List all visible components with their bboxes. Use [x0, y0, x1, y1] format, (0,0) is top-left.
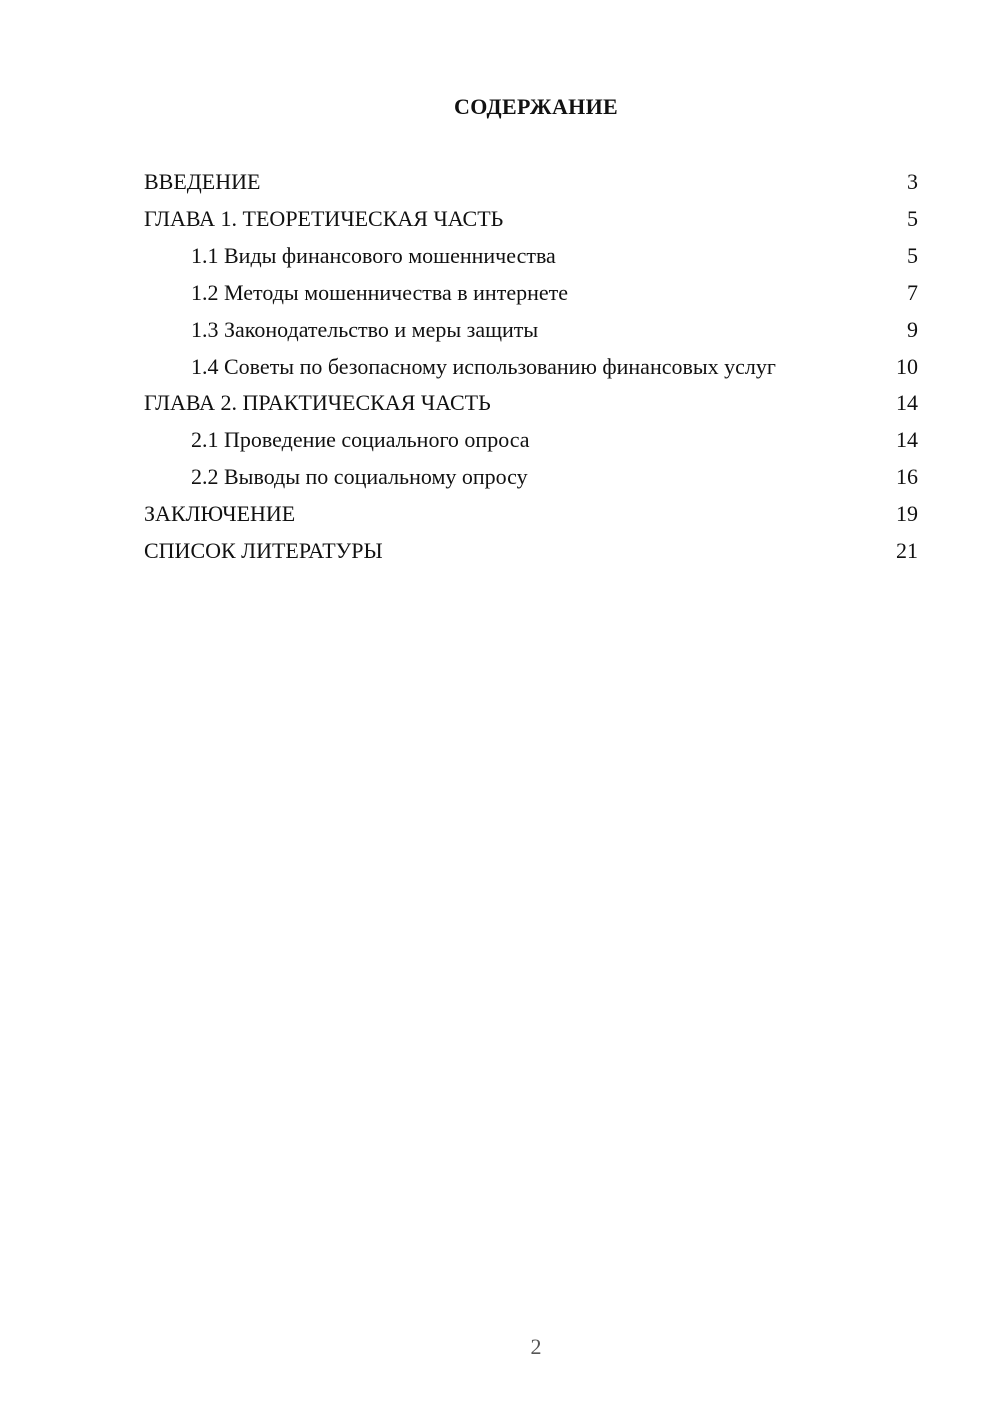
toc-entry-page: 16	[896, 464, 918, 489]
toc-entry-page: 14	[896, 427, 918, 452]
toc-entry-page: 7	[907, 280, 918, 305]
toc-entry-title: 1.4 Советы по безопасному использованию финансовых услуг	[191, 354, 776, 379]
toc-entry-title: ГЛАВА 1. ТЕОРЕТИЧЕСКАЯ ЧАСТЬ	[144, 206, 504, 231]
toc-entry-title: ГЛАВА 2. ПРАКТИЧЕСКАЯ ЧАСТЬ	[144, 390, 491, 415]
toc-entry-section-2-1[interactable]	[144, 426, 918, 454]
page-title: СОДЕРЖАНИЕ	[454, 94, 618, 119]
toc-entry-section-1-1[interactable]	[144, 242, 918, 270]
toc-entry-conclusion[interactable]	[144, 500, 918, 528]
toc-entry-title: 2.2 Выводы по социальному опросу	[191, 464, 528, 489]
toc-entry-page: 5	[907, 243, 918, 268]
toc-entry-introduction[interactable]	[144, 168, 918, 196]
toc-entry-page: 5	[907, 206, 918, 231]
toc-entry-chapter-1[interactable]	[144, 205, 918, 233]
toc-entry-section-1-4[interactable]	[144, 353, 918, 380]
toc-entry-section-1-2[interactable]	[144, 279, 918, 307]
toc-entry-page: 14	[896, 390, 918, 415]
toc-entry-title: ВВЕДЕНИЕ	[144, 169, 261, 194]
toc-entry-page: 19	[896, 501, 918, 526]
toc-entry-title: 1.2 Методы мошенничества в интернете	[191, 280, 568, 305]
toc-entry-page: 3	[907, 169, 918, 194]
toc-entry-section-2-2[interactable]	[144, 463, 918, 491]
toc-entry-chapter-2[interactable]	[144, 389, 918, 417]
toc-entry-page: 9	[907, 317, 918, 342]
toc-entry-title: ЗАКЛЮЧЕНИЕ	[144, 501, 296, 526]
toc-entry-references[interactable]	[144, 537, 918, 565]
toc-entry-section-1-3[interactable]	[144, 316, 918, 344]
table-of-contents	[144, 168, 918, 574]
toc-entry-title: 2.1 Проведение социального опроса	[191, 427, 530, 452]
toc-entry-page: 21	[896, 538, 918, 563]
toc-entry-title: 1.1 Виды финансового мошенничества	[191, 243, 556, 268]
toc-entry-title: 1.3 Законодательство и меры защиты	[191, 317, 539, 342]
toc-entry-title: СПИСОК ЛИТЕРАТУРЫ	[144, 538, 383, 563]
toc-entry-page: 10	[896, 354, 918, 379]
page-number: 2	[530, 1334, 542, 1359]
